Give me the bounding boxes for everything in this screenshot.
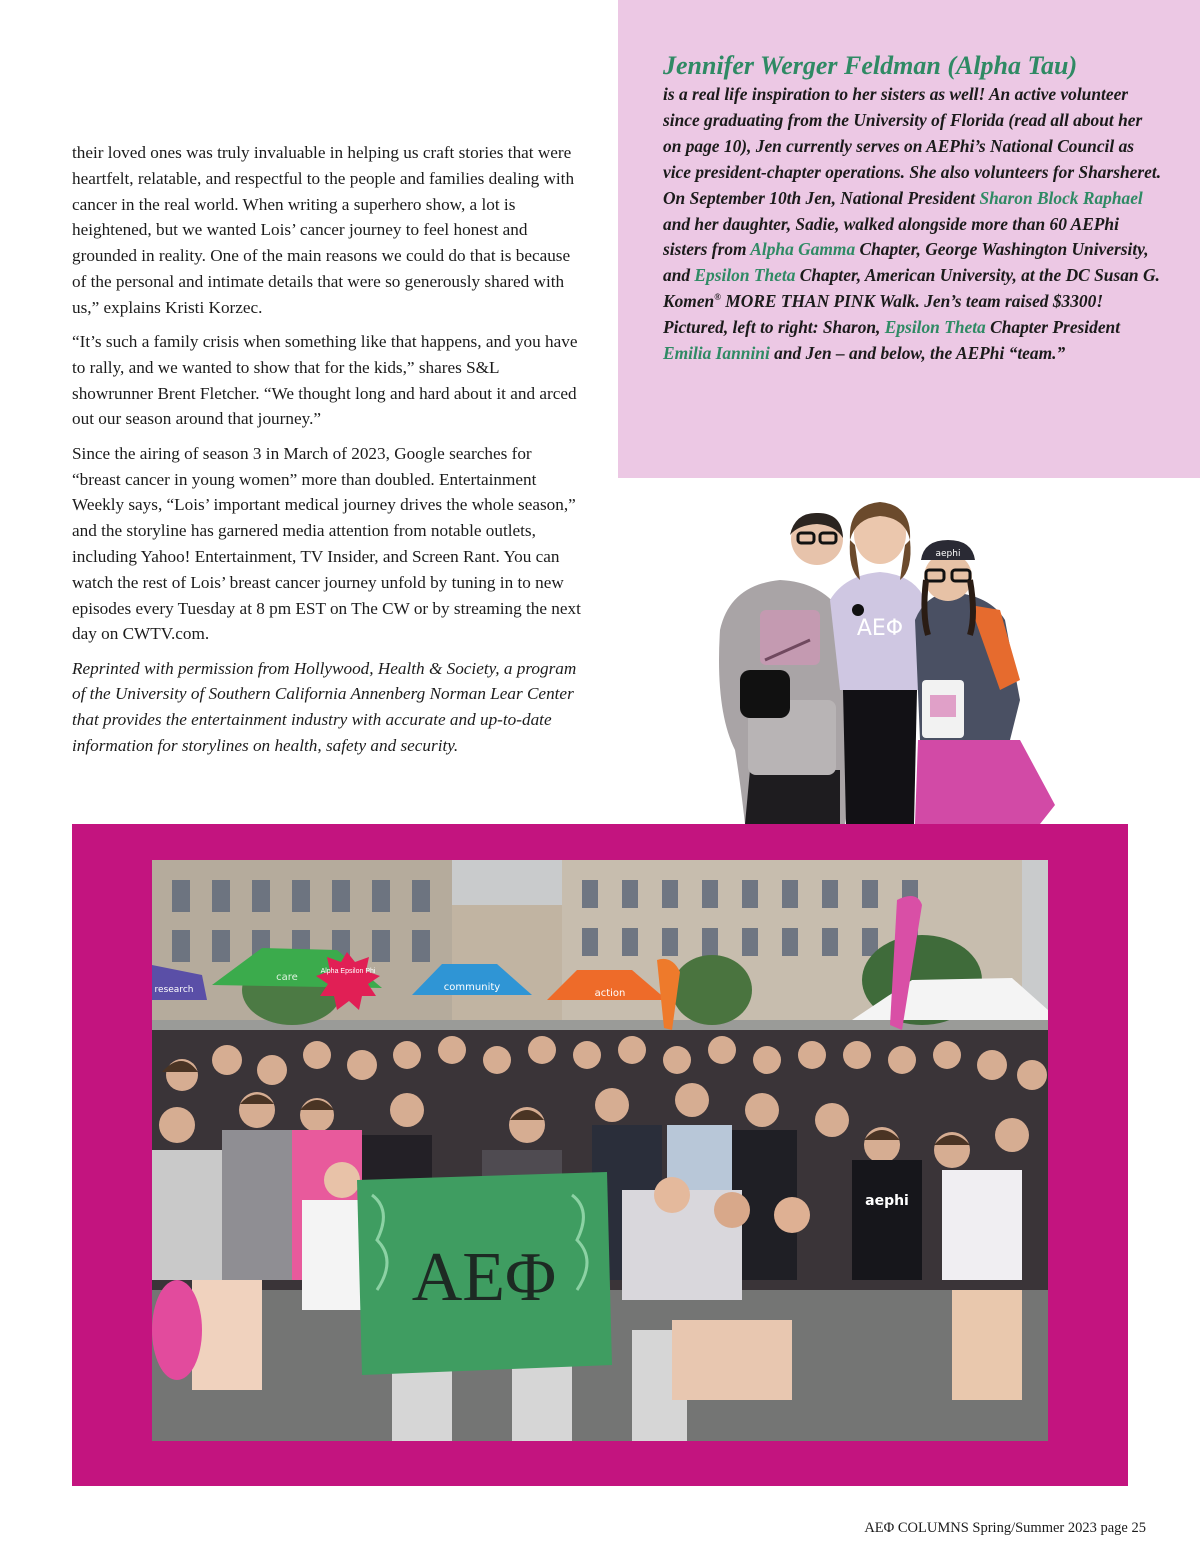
svg-text:aephi: aephi — [935, 549, 961, 559]
highlight-name: Epsilon Theta — [694, 265, 796, 286]
photo-three-women — [700, 500, 1060, 824]
reprint-note: Reprinted with permission from Hollywood, Health & Society, a program of the University of Southern California Annenberg Norman Lear Center that provides the entertainment industry with accurate and up-to-date information for storylines on health, safety and security. — [72, 658, 577, 756]
paragraph-2: “It’s such a family crisis when something like that happens, and you have to rally, and we wanted to show that for the kids,” shares S&L showrunner Brent Fletcher. “We thought long and hard about it and arced out our season around that journey.” — [72, 332, 578, 429]
paragraph-1: their loved ones was truly invaluable in helping us craft stories that were heartfelt, relatable, and respectful to the people and families dealing with cancer in the real world. When writing a superhero show, a lot is heightened, but we wanted Lois’ cancer journey to feel honest and grounded in reality. One of the main reasons we could do that is because of the personal and intimate details that were so generously shared with us,” explains Kristi Korzec. — [72, 143, 575, 317]
sidebar-content — [663, 50, 1163, 367]
svg-text:care: care — [276, 972, 298, 983]
banner-text: AEΦ — [411, 1239, 557, 1316]
sidebar-text-3: Chapter, George Washington University, and — [663, 239, 1149, 286]
sidebar-title: Jennifer Werger Feldman (Alpha Tau) — [663, 51, 1078, 80]
highlight-name: Epsilon Theta — [884, 317, 986, 338]
sidebar-text — [663, 82, 1163, 367]
green-banner — [357, 1172, 612, 1375]
svg-text:research: research — [154, 985, 194, 995]
page-footer: AEΦ COLUMNS Spring/Summer 2023 page 25 — [864, 1520, 1146, 1536]
sidebar-text-2: and her daughter, Sadie, walked alongside more than 60 AEPhi sisters from — [663, 213, 1119, 260]
building-middle — [452, 905, 562, 1020]
group-photo — [152, 860, 1048, 1441]
registered-mark: ® — [714, 292, 721, 303]
svg-text:community: community — [443, 982, 501, 993]
highlight-name: Emilia Iannini — [663, 343, 770, 364]
svg-text:action: action — [594, 988, 626, 999]
highlight-name: Alpha Gamma — [750, 239, 856, 260]
top-shirt-text: AEΦ — [856, 616, 904, 641]
highlight-name: Sharon Block Raphael — [979, 187, 1143, 208]
sign-text: Alpha Epsilon Phi — [320, 968, 376, 975]
sidebar-text-6: Chapter President — [985, 317, 1121, 338]
sidebar-text-4: Chapter, American University, at the DC Susan G. Komen — [663, 265, 1160, 312]
sidebar-box — [618, 0, 1200, 478]
person-right — [915, 540, 1055, 824]
person-left — [719, 513, 850, 824]
paragraph-3: Since the airing of season 3 in March of 2023, Google searches for “breast cancer in young women” more than doubled. Entertainment Weekly says, “Lois’ important medical journey drives the whole season,” and the storyline has garnered media attention from notable outlets, including Yahoo! Entertainment, TV Insider, and Screen Rant. You can watch the rest of Lois’ breast cancer journey unfold by tuning in to new episodes every Tuesday at 8 pm EST on The CW or by streaming the next day on CWTV.com. — [72, 443, 581, 644]
sidebar-text-7: and Jen – and below, the AEPhi “team.” — [769, 343, 1066, 364]
sidebar-text-1: is a real life inspiration to her sisters as well! An active volunteer since graduating from the University of Florida (read all about her on page 10), Jen currently serves on AEPhi’s National Council as vice president-chapter operations. She also volunteers for Sharsheret. On September 10th Jen, National President — [663, 84, 1162, 208]
sidebar-text-5: MORE THAN PINK Walk. Jen’s team raised $3300! Pictured, left to right: Sharon, — [663, 291, 1104, 338]
shirt-text: aephi — [865, 1193, 909, 1209]
article-body — [72, 140, 584, 767]
